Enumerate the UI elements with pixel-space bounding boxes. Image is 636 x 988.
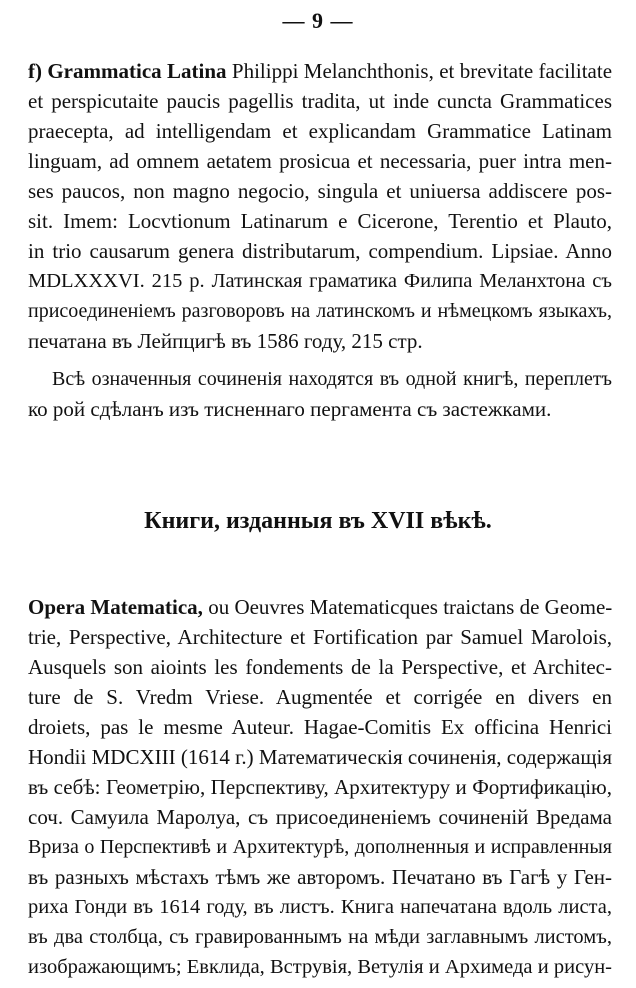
entry-title: f) Grammatica Latina [28, 59, 227, 83]
entry-text: Philippi Melanchthonis, et brevitate facilitate [231, 59, 613, 83]
paragraph-3-line: соч. Самуила Маролуа, съ присоединеніемъ сочиненій Вредама [28, 805, 612, 829]
section-heading: Книги, изданныя въ XVII вѣкѣ. [144, 508, 492, 534]
paragraph-3-line: Hondii MDCXIII (1614 г.) Математическія сочиненія, содержащія [28, 745, 612, 769]
paragraph-1-line: печатана въ Лейпцигѣ въ 1586 году, 215 стр. [28, 329, 423, 353]
paragraph-1-line: sit. Imem: Locvtionum Latinarum e Cicerone, Terentio et Plauto, [28, 209, 612, 233]
paragraph-3-line: ture de S. Vredm Vriese. Augmentée et corrigée en divers en [28, 685, 612, 709]
paragraph-1-line: in trio causarum genera distributarum, compendium. Lipsiae. Anno [28, 239, 612, 263]
paragraph-1-line: ses paucos, non magno negocio, singula et uniuersa addiscere pos- [28, 179, 612, 203]
paragraph-1-line: linguam, ad omnem aetatem prosicua et necessaria, puer intra men- [28, 149, 612, 173]
paragraph-3-line: droiets, pas le mesme Auteur. Hagae-Comitis Ex officina Henrici [28, 715, 612, 739]
paragraph-1-line: MDLXXXVI. 215 р. Латинская граматика Филипа Меланхтона съ [28, 270, 612, 292]
paragraph-3-line: trie, Perspective, Architecture et Fortification par Samuel Marolois, [28, 625, 612, 649]
entry-title: Opera Matematica, [28, 595, 203, 619]
paragraph-3-line: Ausquels son aioints les fondements de la Perspective, et Architec- [28, 655, 612, 679]
paragraph-2-line: ко рой сдѣланъ изъ тисненнаго пергамента съ застежками. [28, 397, 552, 421]
paragraph-3-line: изображающимъ; Евклида, Вструвія, Ветулія и Архимеда и рисун- [28, 956, 612, 978]
paragraph-1-line: присоединеніемъ разговоровъ на латинскомъ и нѣмецкомъ языкахъ, [28, 300, 612, 322]
paragraph-1-line: et perspicutaite paucis pagellis tradita, ut inde cuncta Grammatices [28, 89, 612, 113]
paragraph-3-line: въ два столбца, съ гравированнымъ на мѣди заглавнымъ листомъ, [28, 926, 612, 948]
paragraph-3-line: Вриза о Перспективѣ и Архитектурѣ, дополненныя и исправленныя [28, 836, 612, 858]
entry-text: ou Oeuvres Matematicques traictans de Geome- [208, 595, 613, 619]
paragraph-3-line: въ разныхъ мѣстахъ тѣмъ же авторомъ. Печатано въ Гагѣ у Ген- [28, 865, 612, 889]
paragraph-3-line: риха Гонди въ 1614 году, въ листъ. Книга напечатана вдоль листа, [28, 896, 612, 918]
paragraph-1-line: praecepta, ad intelligendam et explicandam Grammatice Latinam [28, 119, 612, 143]
page-number: — 9 — [282, 8, 354, 33]
paragraph-3-line-1 [28, 594, 612, 620]
paragraph-2-line: Всѣ означенныя сочиненія находятся въ одной книгѣ, переплетъ [52, 368, 612, 390]
paragraph-3-line: въ себѣ: Геометрію, Перспективу, Архитектуру и Фортификацію, [28, 775, 612, 799]
paragraph-1-line-1 [28, 58, 612, 84]
